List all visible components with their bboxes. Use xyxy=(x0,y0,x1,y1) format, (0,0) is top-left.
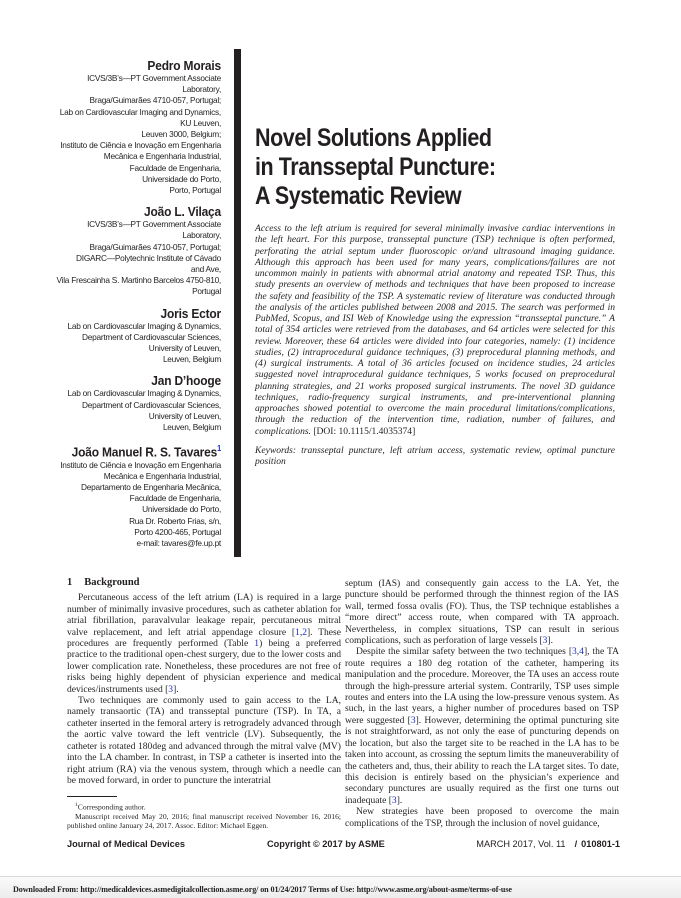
title-line: Novel Solutions Applied xyxy=(255,124,492,152)
paragraph-text: ]. xyxy=(396,794,403,806)
citation-link[interactable]: 3 xyxy=(572,646,577,658)
doi-link[interactable]: [DOI: 10.1115/1.4035374] xyxy=(313,425,416,437)
footnotes xyxy=(67,801,341,831)
paragraph-text: Percutaneous access of the left atrium (LA) is required in a large number of minimally invasive procedures, such as catheter ablation for atrial fibrillation, paravalvular leakage repair, percutaneous mitral valve replacement, and left atrial appendage closure [ xyxy=(67,592,341,638)
author-name: João Manuel R. S. Tavares$^1$ xyxy=(71,444,221,460)
affiliation-line: KU Leuven, xyxy=(180,117,221,128)
paragraph-text: , xyxy=(576,646,580,658)
author-entry xyxy=(30,306,221,366)
affiliation-line: ICVS/3B’s—PT Government Associate xyxy=(87,219,221,230)
issue-info xyxy=(476,839,620,849)
author-name: Joris Ector xyxy=(160,305,221,321)
affiliation-line: Universidade do Porto, xyxy=(142,504,221,515)
author-name: João L. Vilaça xyxy=(144,204,221,220)
paragraph-text: septum (IAS) and consequently gain access to the LA. Yet, the puncture should be performed through the thinnest region of the IAS wall, termed fossa ovalis (FO). Thus, the TSP technique establishes a “more direct” access route, when compared with TA approach. Nevertheless, in complex situations, TSP can result in serious complications, such as perforation of large vessels [ xyxy=(345,578,619,647)
author-affiliation xyxy=(30,321,221,366)
affiliation-line: Universidade do Porto, xyxy=(142,173,221,184)
affiliation-line: University of Leuven, xyxy=(148,410,221,421)
paper-title xyxy=(255,124,496,211)
citation-link[interactable]: 3 xyxy=(168,683,174,695)
author-list xyxy=(30,58,221,557)
footnote-text: Corresponding author. xyxy=(77,802,146,812)
affiliation-line: DIGARC—Polytechnic Institute of Cávado xyxy=(76,252,221,263)
keywords: Keywords: transseptal puncture, left atrium access, systematic review, optimal puncture position xyxy=(255,445,615,468)
citation-link[interactable]: 2 xyxy=(302,626,307,638)
citation-link[interactable]: 1 xyxy=(254,638,260,650)
citation-link[interactable]: 3 xyxy=(410,714,416,726)
paragraph-text: ]. However, determining the optimal puncturing site is not straightforward, as not only the ease of puncturing depends on the location, but also the target site to be reached in the LA has to be taken into account, as crossing the septum limits the maneuverability of the catheters and, thus, their ability to reach the LA target sites. To date, this decision is entirely based on the physician’s experience and secondary punctures are usually required as the first one turns out inadequate [ xyxy=(345,714,620,806)
affiliation-line: Rua Dr. Roberto Frias, s/n, xyxy=(129,515,221,526)
affiliation-line: Faculdade de Engenharia, xyxy=(129,162,221,173)
section-heading xyxy=(67,577,341,588)
affiliation-line: Lab on Cardiovascular Imaging and Dynamics, xyxy=(59,106,221,117)
copyright: Copyright © 2017 by ASME xyxy=(267,839,385,849)
paragraph-text: ]. xyxy=(547,635,553,647)
citation-link[interactable]: 1 xyxy=(295,626,300,638)
abstract-text: Access to the left atrium is required for several minimally invasive cardiac interventions in the left heart. For this purpose, transseptal puncture (TSP) technique is often performed, perforating the atrial septum under fluoroscopic or/and ultrasound imaging guidance. Although this approach has been used for many years, complications/failures are not uncommon mainly in patients with abnormal atrial anatomy and repeated TSP. Thus, this study presents an overview of methods and techniques that have been proposed to increase the safety and feasibility of the TSP. A systematic review of literature was conducted through the analysis of the articles published between 2008 and 2015. The search was performed in PubMed, Scopus, and ISI Web of Knowledge using the expression “transseptal puncture.” A total of 354 articles were retrieved from the databases, and 64 articles were selected for this review. Moreover, these 64 articles were divided into four categories, namely: (1) incidence studies, (2) intraprocedural guidance techniques, (3) preprocedural planning methods, and (4) surgical instruments. A total of 36 articles focused on incidence studies, 24 articles suggested novel intraprocedural guidance techniques, 5 works focused on preprocedural planning strategies, and 21 works proposed surgical instruments. The novel 3D guidance techniques, radio-frequency surgical instruments, and pre-interventional planning approaches showed potential to overcome the main procedural limitations/complications, through the reduction of the intervention time, radiation, number of failures, and complications. xyxy=(255,223,615,437)
abstract xyxy=(255,223,615,437)
footnote-mark: 1 xyxy=(75,802,78,808)
affiliation-line: Instituto de Ciência e Inovação em Engenharia xyxy=(60,459,221,470)
affiliation-line: University of Leuven, xyxy=(148,343,221,354)
body-paragraph xyxy=(345,806,619,829)
right-paragraphs xyxy=(345,578,619,829)
section-number: 1 xyxy=(67,577,73,588)
affiliation-line: Mecânica e Engenharia Industrial, xyxy=(103,151,221,162)
affiliation-line: Lab on Cardiovascular Imaging & Dynamics, xyxy=(67,388,221,399)
issue-separator: / xyxy=(574,839,578,849)
article-number: 010801-1 xyxy=(581,839,620,849)
affiliation-line: Braga/Guimarães 4710-057, Portugal; xyxy=(89,95,221,106)
author-affiliation xyxy=(30,388,221,433)
affiliation-line: Leuven, Belgium xyxy=(162,354,221,365)
affiliation-line: Department of Cardiovascular Sciences, xyxy=(82,331,221,342)
citation-link[interactable]: 3 xyxy=(542,635,548,647)
footnote-manuscript: Manuscript received May 20, 2016; final manuscript received November 16, 2016; published online January 24, 2017. Assoc. Editor: Michael Eggen. xyxy=(67,811,341,831)
citation-link[interactable]: 4 xyxy=(579,646,584,658)
author-entry xyxy=(30,441,221,549)
paragraph-text: Two techniques are commonly used to gain access to the LA, namely transaortic (TA) and transseptal puncture (TSP). In TA, a catheter inserted in the femoral artery is retrogradely advanced through the aortic valve toward the left ventricle (LV). Subsequently, the catheter is rotated 180deg and advanced through the mitral valve (MV) into the LA chamber. In contrast, in TSP a catheter is inserted into the right atrium (RA) via the venous system, through which a needle can be moved forward, in order to puncture the interatrial xyxy=(67,695,341,786)
corresponding-author-link[interactable]: 1 xyxy=(217,444,221,454)
title-line: in Transseptal Puncture: xyxy=(255,153,496,181)
paragraph-text: , xyxy=(299,626,303,638)
affiliation-line: ICVS/3B’s—PT Government Associate xyxy=(87,73,221,83)
paragraph-text: New strategies have been proposed to overcome the main complications of the TSP, through the inclusion of novel guidance, xyxy=(345,806,619,829)
affiliation-line: Porto 4200-465, Portugal xyxy=(134,526,221,537)
paragraph-text: ]. xyxy=(173,683,179,695)
body-column-left xyxy=(67,577,341,786)
paragraph-text: ) being a preferred practice to the traditional open-chest surgery, due to the lower costs and lower complication rate. Nonetheless, these procedures are not free of risks being highly dependent of physician experience and medical devices/instruments used [ xyxy=(67,638,341,695)
affiliation-line: Laboratory, xyxy=(182,84,221,95)
download-notice[interactable]: Downloaded From: http://medicaldevices.asmedigitalcollection.asme.org/ on 01/24/2017 Terms of Use: http://www.asme.org/about-asme/terms-of-use xyxy=(13,885,512,894)
affiliation-line: Departamento de Engenharia Mecânica, xyxy=(81,482,221,493)
affiliation-line: Leuven 3000, Belgium; xyxy=(141,129,221,140)
affiliation-line: Leuven, Belgium xyxy=(162,422,221,433)
affiliation-line: Vila Frescainha S. Martinho Barcelos 4750-810, xyxy=(56,275,221,286)
body-column-right xyxy=(345,578,619,829)
paragraph-text: Despite the similar safety between the two techniques [ xyxy=(356,646,572,658)
affiliation-line: Braga/Guimarães 4710-057, Portugal; xyxy=(89,241,221,252)
affiliation-line: Laboratory, xyxy=(182,230,221,241)
body-paragraph xyxy=(67,592,341,695)
title-line: A Systematic Review xyxy=(255,182,462,210)
page-footer xyxy=(67,839,620,853)
paragraph-text: ], the TA route requires a 180 deg rotation of the catheter, hampering its manipulation and the procedure. Moreover, the TA uses an access route through the high-pressure arterial system. Contrarily, TSP uses simple routes and enters into the LA using the low-pressure venous system. As such, in the last years, a higher number of procedures based on TSP were suggested [ xyxy=(345,646,619,726)
affiliation-line: Department of Cardiovascular Sciences, xyxy=(82,399,221,410)
issue-date-volume: MARCH 2017, Vol. 11 xyxy=(476,839,566,849)
author-affiliation xyxy=(30,219,221,297)
affiliation-line: Mecânica e Engenharia Industrial, xyxy=(103,470,221,481)
paragraph-text: ]. These procedures are frequently performed (Table xyxy=(67,626,341,650)
author-entry xyxy=(30,204,221,297)
author-name: Jan D’hooge xyxy=(151,373,221,389)
author-affiliation xyxy=(30,73,221,196)
vertical-rule-bar xyxy=(234,49,241,557)
section-title: Background xyxy=(84,577,140,588)
footnote-corresponding xyxy=(67,801,341,812)
affiliation-line: Faculdade de Engenharia, xyxy=(129,493,221,504)
affiliation-line: and Ave, xyxy=(190,264,221,275)
footnote-rule xyxy=(67,796,117,797)
author-affiliation xyxy=(30,460,221,550)
download-notice-bar xyxy=(0,876,681,898)
affiliation-line: Porto, Portugal xyxy=(169,185,221,196)
affiliation-line: Lab on Cardiovascular Imaging & Dynamics, xyxy=(67,320,221,331)
left-paragraphs xyxy=(67,592,341,786)
author-name: Pedro Morais xyxy=(147,58,221,73)
affiliation-line: Portugal xyxy=(192,286,221,297)
author-entry xyxy=(30,373,221,433)
affiliation-line: e-mail: tavares@fe.up.pt xyxy=(136,538,221,549)
body-paragraph xyxy=(345,646,619,806)
affiliation-line: Instituto de Ciência e Inovação em Engenharia xyxy=(60,140,221,151)
body-paragraph xyxy=(345,578,619,646)
journal-name: Journal of Medical Devices xyxy=(67,839,185,849)
body-paragraph xyxy=(67,695,341,786)
author-entry xyxy=(30,58,221,196)
citation-link[interactable]: 3 xyxy=(391,794,397,806)
